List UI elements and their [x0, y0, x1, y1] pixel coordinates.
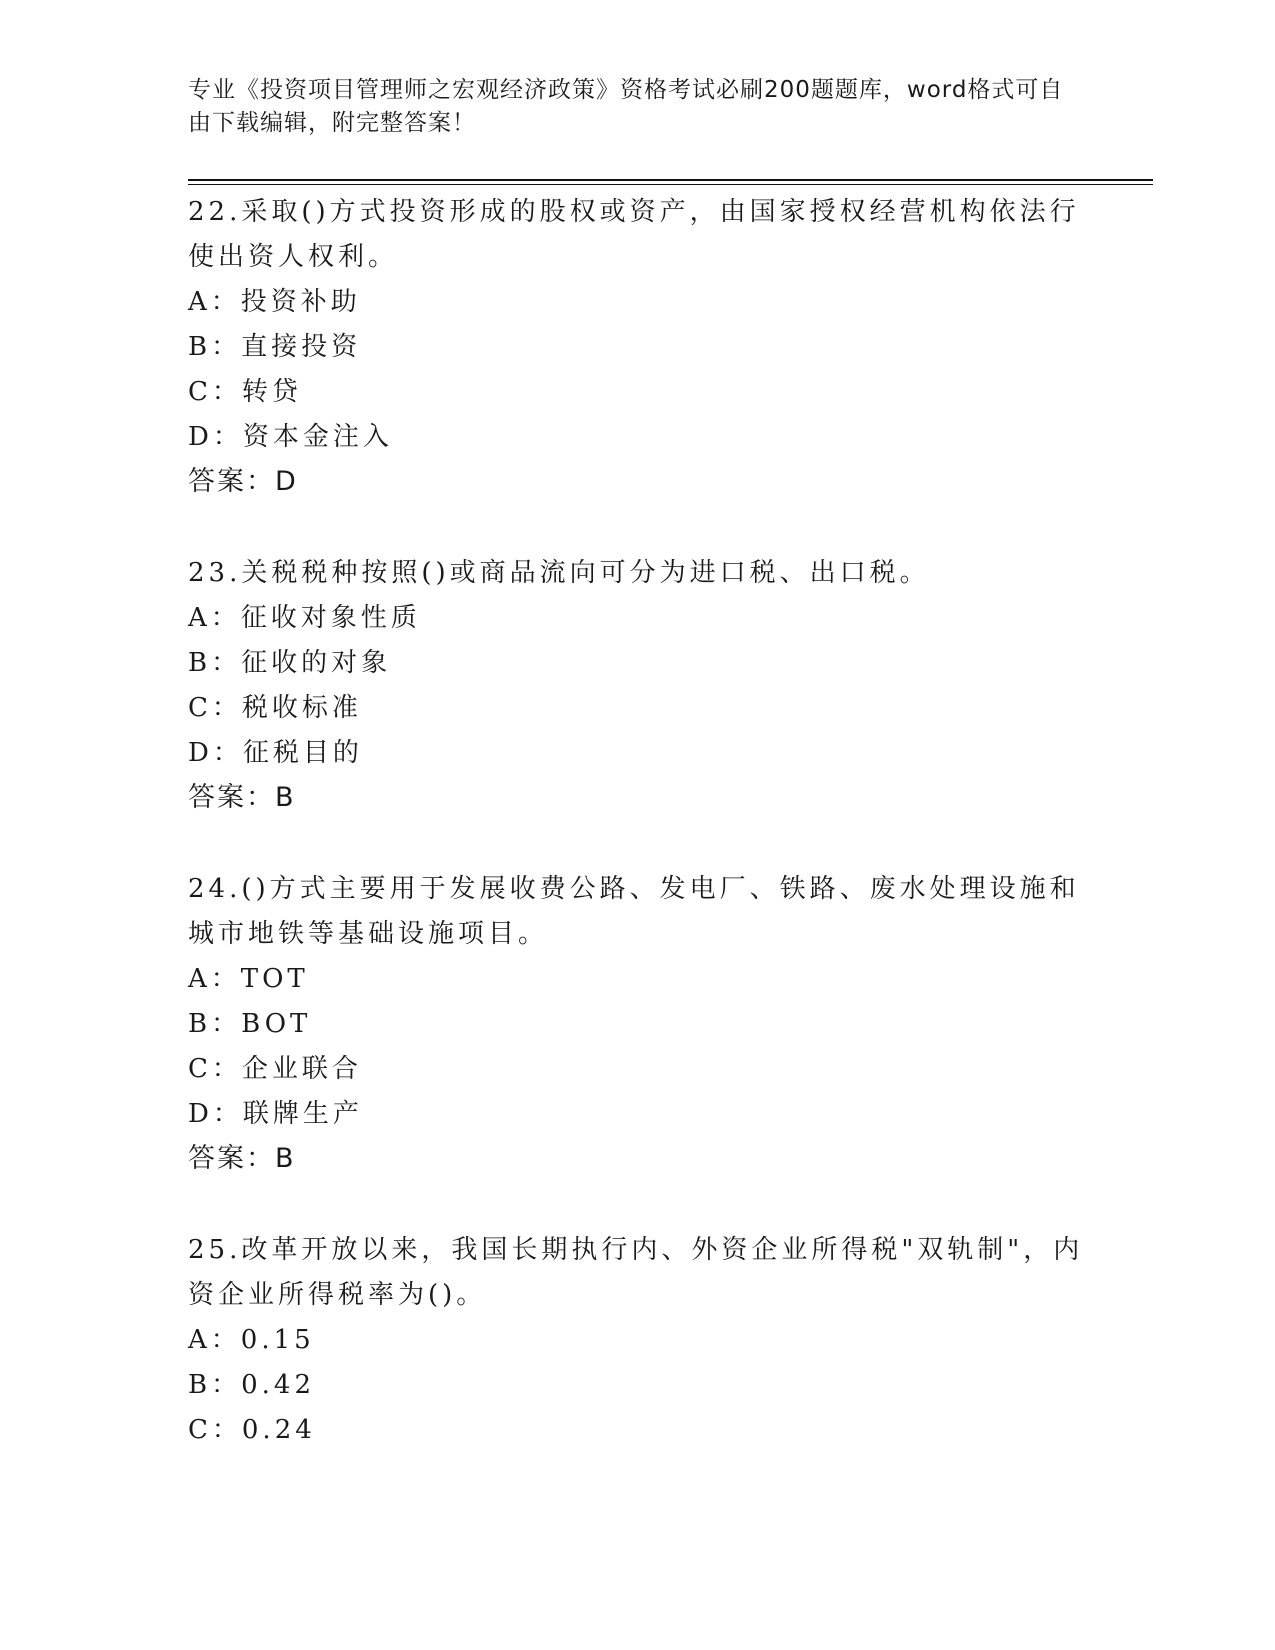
- answer-line: 答案：B: [188, 782, 296, 813]
- header-divider-thick: [188, 179, 1153, 181]
- question-stem: 24.()方式主要用于发展收费公路、发电厂、铁路、废水处理设施和城市地铁等基础设施项目。: [188, 874, 1080, 949]
- option-a: A：0.15: [188, 1325, 315, 1355]
- option-b: B：BOT: [188, 1009, 312, 1039]
- answer-line: 答案：D: [188, 466, 298, 497]
- option-c: C：转贷: [188, 377, 302, 407]
- option-d: D：征税目的: [188, 738, 363, 768]
- header-divider-thin: [188, 184, 1153, 185]
- question-25: [188, 1228, 1088, 1453]
- option-a: A：征收对象性质: [188, 603, 421, 633]
- option-a: A：TOT: [188, 964, 309, 994]
- question-stem: 22.采取()方式投资形成的股权或资产，由国家授权经营机构依法行使出资人权利。: [188, 197, 1080, 272]
- question-22: [188, 190, 1088, 504]
- option-a: A：投资补助: [188, 287, 361, 317]
- option-c: C：0.24: [188, 1415, 316, 1445]
- option-c: C：企业联合: [188, 1054, 362, 1084]
- option-d: D：联牌生产: [188, 1099, 363, 1129]
- question-stem: 23.关税税种按照()或商品流向可分为进口税、出口税。: [188, 558, 930, 588]
- option-c: C：税收标准: [188, 693, 362, 723]
- answer-line: 答案：B: [188, 1143, 296, 1174]
- question-23: [188, 551, 1088, 820]
- option-b: B：0.42: [188, 1370, 315, 1400]
- option-d: D：资本金注入: [188, 422, 393, 452]
- document-header: 专业《投资项目管理师之宏观经济政策》资格考试必刷200题题库，word格式可自由下载编辑，附完整答案！: [188, 77, 1064, 136]
- question-list: [188, 190, 1088, 1500]
- question-24: [188, 867, 1088, 1181]
- option-b: B：征收的对象: [188, 648, 392, 678]
- option-b: B：直接投资: [188, 332, 362, 362]
- question-stem: 25.改革开放以来，我国长期执行内、外资企业所得税"双轨制"，内资企业所得税率为()。: [188, 1235, 1084, 1310]
